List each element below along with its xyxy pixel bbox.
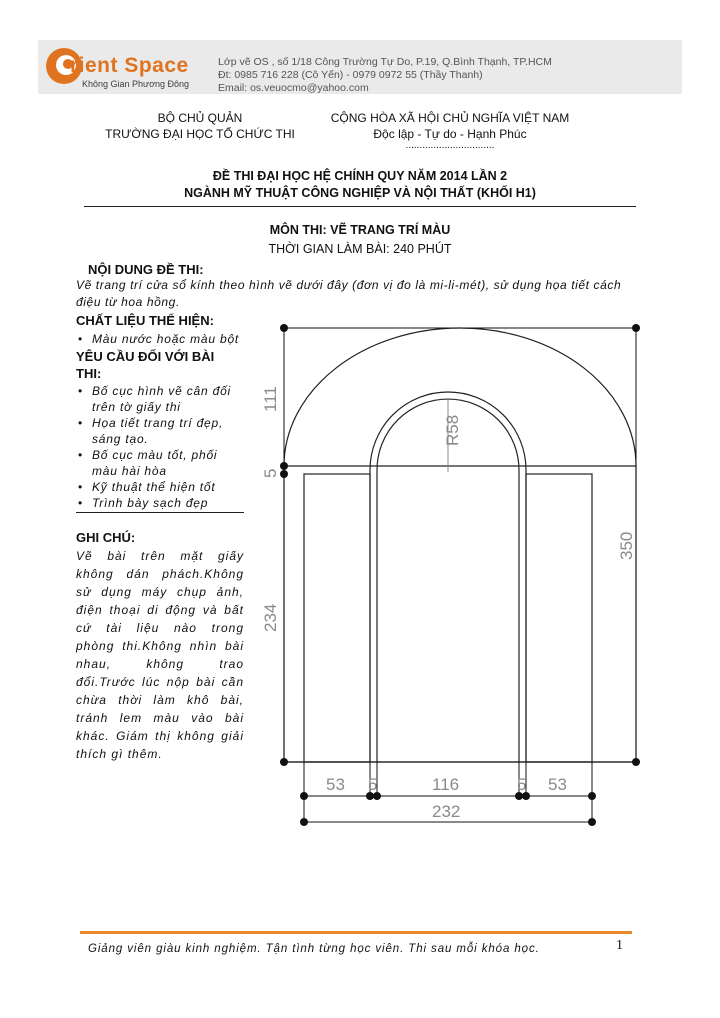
content-heading: NỘI DUNG ĐỀ THI: — [88, 262, 204, 277]
note-body: Vẽ bài trên mặt giấy không dán phách.Không sử dụng máy chụp ảnh, điện thoại di động và bất cứ tài liệu nào trong phòng thi.Không nhìn bài nhau, không trao đổi.Trước lúc nộp bài cần chừa thời làm khô bài, tránh lem màu vào bài khác. Giám thị không giải thích gì thêm. — [76, 549, 244, 761]
brand-name: rient Space — [70, 54, 189, 77]
note-heading: GHI CHÚ: — [76, 530, 136, 545]
right-side-panel — [526, 474, 592, 762]
requirement-item: • Kỹ thuật thể hiện tốt — [76, 479, 244, 495]
requirements-heading-2: THI: — [76, 366, 102, 381]
dim-right-width: 53 — [548, 775, 567, 794]
requirements-heading-1: YÊU CẦU ĐỐI VỚI BÀI — [76, 349, 215, 364]
requirement-item: • Bố cục hình vẽ cân đối trên tờ giấy thi — [76, 383, 244, 415]
ministry-left-line1: BỘ CHỦ QUẢN — [157, 111, 243, 125]
exam-subject: MÔN THI: VẼ TRANG TRÍ MÀU — [269, 223, 451, 237]
dim-total-width: 232 — [432, 802, 461, 821]
ministry-right-line2: Độc lập - Tự do - Hạnh Phúc — [373, 127, 527, 141]
exam-title-1: ĐỀ THI ĐẠI HỌC HỆ CHÍNH QUY NĂM 2014 LẦN 2 — [212, 169, 508, 183]
contact-phone: Đt: 0985 716 228 (Cô Yến) - 0979 0972 55 (Thầy Thanh) — [218, 69, 483, 81]
content-line-1: Vẽ trang trí cửa sổ kính theo hình vẽ dưới đây (đơn vị đo là mi-li-mét), sử dụng họa tiết cách — [76, 278, 622, 292]
footer-divider — [80, 931, 632, 934]
dim-radius: R58 — [443, 414, 462, 446]
requirement-item: • Trình bày sạch đẹp — [76, 495, 244, 511]
exam-duration: THỜI GIAN LÀM BÀI: 240 PHÚT — [268, 242, 452, 256]
contact-email: Email: os.veuocmo@yahoo.com — [218, 82, 369, 94]
dim-left-width: 53 — [326, 775, 345, 794]
dim-left-gap: 5 — [368, 775, 378, 794]
ministry-right-dots: ................................ — [405, 140, 495, 151]
ministry-right-line1: CỘNG HÒA XÃ HỘI CHỦ NGHĨA VIỆT NAM — [330, 111, 570, 125]
contact-address: Lớp vẽ OS , số 1/18 Công Trường Tự Do, P.19, Q.Bình Thạnh, TP.HCM — [218, 56, 552, 68]
materials-heading: CHẤT LIỆU THỂ HIỆN: — [76, 313, 214, 328]
dim-total-height: 350 — [617, 531, 636, 560]
requirement-item: • Bố cục màu tốt, phối màu hài hòa — [76, 447, 244, 479]
brand-subtitle: Không Gian Phương Đông — [82, 79, 189, 89]
exam-title-2: NGÀNH MỸ THUẬT CÔNG NGHIỆP VÀ NỘI THẤT (KHỐI H1) — [184, 186, 536, 200]
content-line-2: điệu từ hoa hồng. — [76, 295, 180, 309]
dim-center-width: 116 — [432, 775, 460, 794]
dim-right-gap: 5 — [517, 775, 527, 794]
dim-gap-vertical: 5 — [261, 468, 280, 478]
ministry-left-line2: TRƯỜNG ĐẠI HỌC TỔ CHỨC THI — [105, 127, 295, 141]
left-side-panel — [304, 474, 370, 762]
footer-slogan: Giảng viên giàu kinh nghiệm. Tận tình từng học viên. Thi sau mỗi khóa học. — [88, 943, 540, 955]
materials-item: • Màu nước hoặc màu bột — [76, 331, 248, 347]
requirement-item: • Họa tiết trang trí đẹp, sáng tạo. — [76, 415, 244, 447]
page-number: 1 — [616, 938, 623, 953]
dim-top-height: 111 — [261, 386, 280, 412]
dimension-nodes — [280, 324, 640, 826]
dim-bottom-height: 234 — [261, 603, 280, 632]
